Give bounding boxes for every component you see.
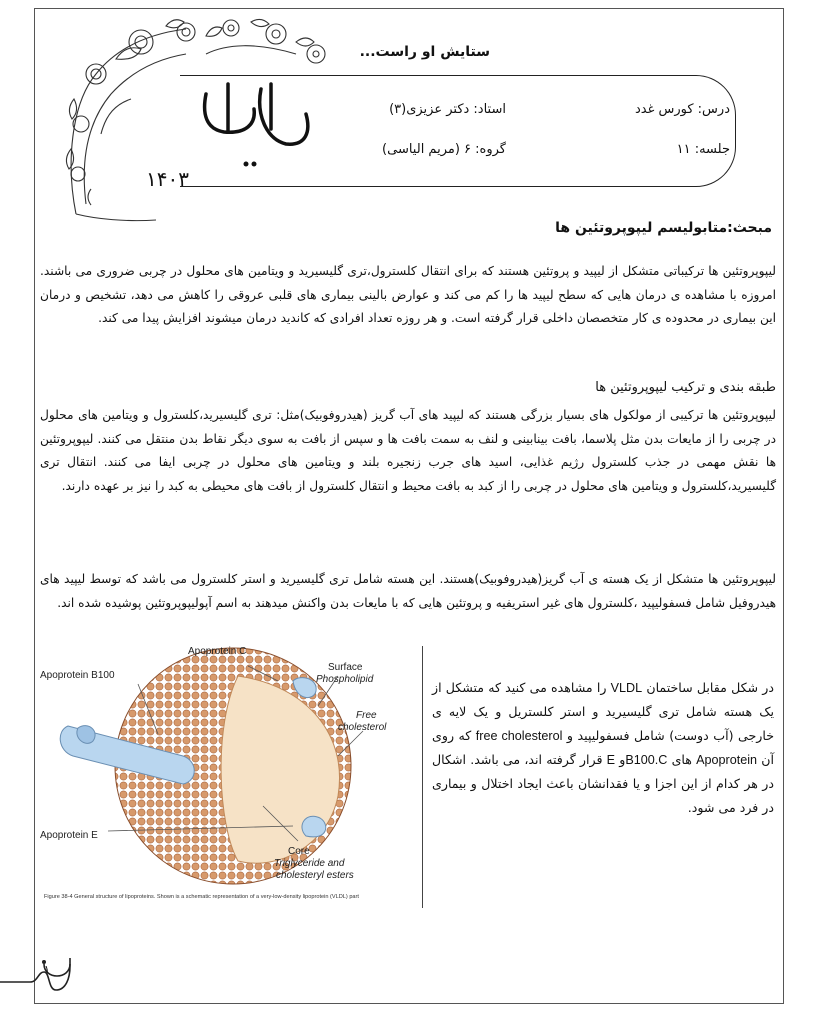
- logo-year: ۱۴۰۳: [146, 167, 189, 191]
- label-free: Free: [356, 710, 377, 721]
- figure-description: در شکل مقابل ساختمان VLDL را مشاهده می کنید که متشکل از یک هسته شامل تری گلیسیرید و استر کلستریل و یک لایه ی خارجی (آب دوست) شامل فسفولیپید و free cholesterol که روی آن Apoprotein های B100.Cو E قرار گرفته اند، می باشد. اشکال در هر کدام از این اجزا و یا فقدانشان باعث ایجاد اختلال و بیماری در فرد می شود.: [432, 680, 775, 815]
- label-phospholipid: Phospholipid: [316, 674, 374, 685]
- group-label: گروه: ۶ (مریم الیاسی): [382, 142, 506, 157]
- course-label: درس: کورس غدد: [634, 102, 730, 117]
- label-apoprotein-c: Apoprotein C: [188, 646, 247, 657]
- praise-heading: ستایش او راست...: [359, 44, 490, 60]
- header-info-box: [180, 75, 736, 187]
- label-core: Core: [288, 846, 310, 857]
- session-label: جلسه: ۱۱: [676, 142, 730, 157]
- label-cholesteryl-esters: cholesteryl esters: [276, 870, 354, 881]
- subtitle: طبقه بندی و ترکیب لیپوپروتئین ها: [595, 380, 776, 395]
- classification-paragraph: لیپوپروتئین ها ترکیبی از مولکول های بسیار بزرگی هستند که لیپید های آب گریز (هیدروفوبیک)مثل: تری گلیسیرید،کلسترول و ویتامین های محلول در چربی را از مایعات بدن مثل پلاسما، بافت بینابینی و لنف به سمت بافت ها و سپس از بافت به سوی دیگر نقاط بدن منتقل می کنند. لیپوپروتئین ها نقش مهمی در جذب کلسترول رژیم غذایی، اسید های جرب زنجیره بلند و ویتامین های محلول در چربی ایفا می کنند. انتقال تری گلیسیرید،کلسترول و ویتامین های محلول در چربی را از کبد به بافت محیط و انتقال کلسترول از بافت های محیطی به کبد را نیز بر عهده دارند.: [40, 408, 776, 493]
- teacher-label: استاد: دکتر عزیزی(۳): [389, 102, 506, 117]
- label-cholesterol: cholesterol: [338, 722, 387, 733]
- page-number: ۱: [44, 963, 50, 976]
- structure-paragraph: لیپوپروتئین ها متشکل از یک هسته ی آب گریز(هیدروفوبیک)هستند. این هسته شامل تری گلیسیرید و استر کلسترول می باشد که توسط لیپید های هیدروفیل شامل فسفولیپید ،کلسترول های غیر استریفیه و پروتئین هایی که با مایعات بدن واکنش میدهند به اسم آپولیپوپروتئین پوشیده شده اند.: [40, 572, 776, 610]
- figure-caption: Figure 38-4 General structure of lipoproteins. Shown is a schematic representation of a very-low-density lipoprotein (VLDL) part: [44, 894, 359, 900]
- section-title: مبحث:متابولیسم لیپوپروتئین ها: [555, 220, 772, 236]
- intro-paragraph: لیپوپروتئین ها ترکیباتی متشکل از لیپید و پروتئین هستند که برای انتقال کلسترول،تری گلیسیرید و ویتامین های محلول در چربی ضروری می باشند. امروزه با مشاهده ی درمان هایی که سطح لیپید ها را کم می کند و عوارض بالینی بیماری های قلبی عروقی را کاهش می دهد، تشخیص و درمان این بیماری در محدوده ی کار متخصصان داخلی قرار گرفته است. و هر روزه تعداد افرادی که کاندید درمان میشوند افزایش پیدا می کند.: [40, 264, 776, 325]
- label-triglyceride: Triglyceride and: [274, 858, 345, 869]
- vldl-figure: [38, 646, 423, 908]
- label-surface: Surface: [328, 662, 363, 673]
- label-apoprotein-b100: Apoprotein B100: [40, 670, 115, 681]
- label-apoprotein-e: Apoprotein E: [40, 830, 98, 841]
